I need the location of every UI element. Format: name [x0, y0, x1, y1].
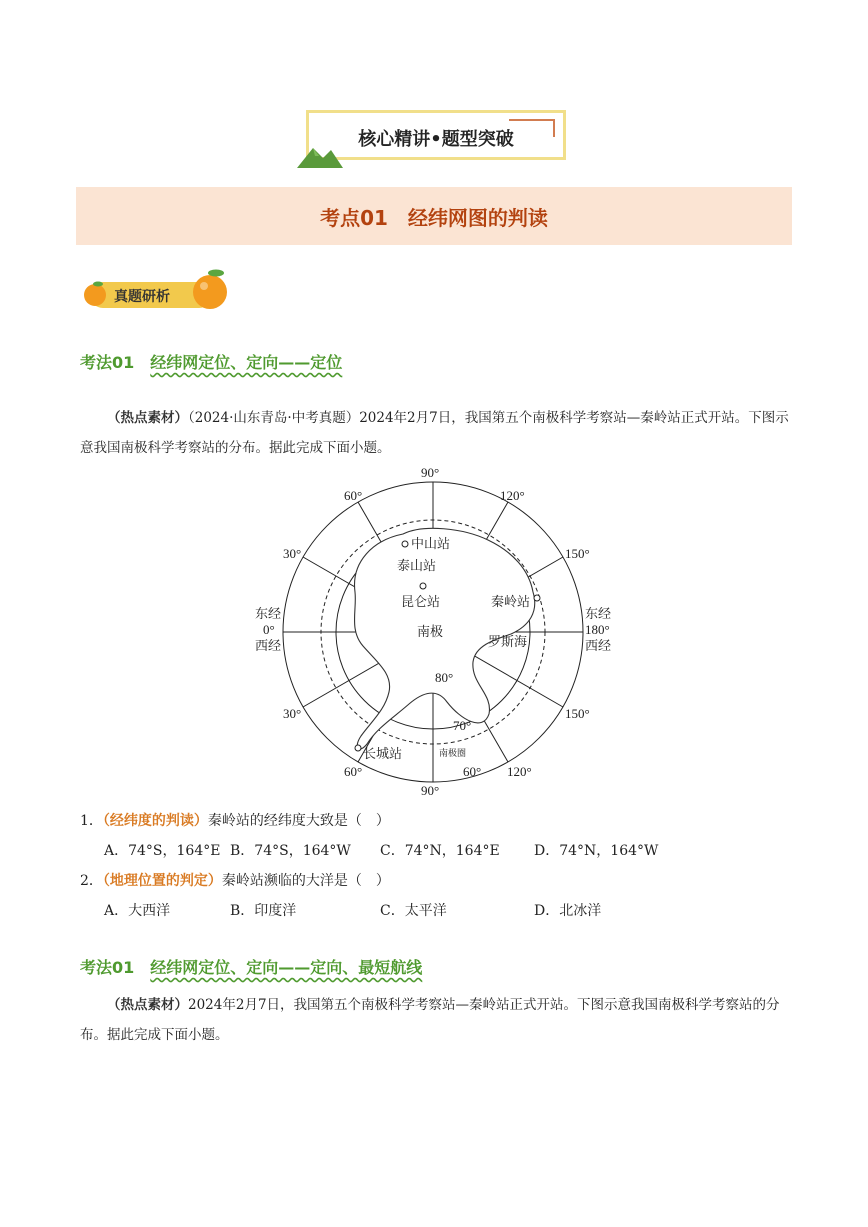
- method-prefix: 考法01: [80, 958, 151, 977]
- section-title: 考点01 经纬网图的判读: [320, 206, 548, 230]
- lon-label-120-upper: 120°: [500, 488, 525, 503]
- banner-title: 核心精讲•题型突破: [358, 129, 514, 150]
- lon-label-60-lower: 60°: [344, 764, 363, 779]
- passage-2: [80, 990, 792, 1050]
- lon-label-150-upper: 150°: [565, 546, 590, 561]
- question-2: [80, 870, 390, 890]
- orange-icon: [188, 266, 232, 310]
- option-b[interactable]: B．74°S，164°W: [230, 843, 351, 859]
- lat-label-80: 80°: [435, 670, 454, 685]
- badge-label: 真题研析: [114, 289, 170, 305]
- meridian-180: 180°: [585, 622, 610, 637]
- ross-sea-label: 罗斯海: [488, 634, 528, 649]
- option-c[interactable]: C．太平洋: [380, 903, 447, 919]
- station-qinling: 秦岭站: [491, 594, 531, 609]
- south-pole-label: 南极: [417, 624, 444, 639]
- option-d[interactable]: D．74°N，164°W: [534, 843, 659, 859]
- orange-icon: [82, 280, 110, 308]
- method-title: 经纬网定位、定向——定位: [150, 353, 343, 372]
- passage-text: （2024·山东青岛·中考真题）2024年2月7日，我国第五个南极科学考察站—秦岭站正式开站。下图示意我国南极科学考察站的分布。据此完成下面小题。: [80, 410, 789, 456]
- west-longitude-left: 西经: [255, 638, 282, 653]
- station-changcheng: 长城站: [363, 746, 403, 761]
- passage-label: （热点素材）: [107, 997, 188, 1013]
- method-heading-1: [80, 350, 342, 373]
- lon-label-30-upper: 30°: [283, 546, 302, 561]
- question-text: 秦岭站的经纬度大致是（ ）: [207, 813, 390, 829]
- lon-label-bottom: 90°: [421, 783, 440, 798]
- hill-icon: [295, 142, 345, 170]
- question-text: 秦岭站濒临的大洋是（ ）: [221, 873, 390, 889]
- method-prefix: 考法01: [80, 353, 151, 372]
- banner-decoration: [509, 119, 555, 137]
- antarctic-circle-label: 南极圈: [439, 748, 467, 758]
- question-1: [80, 810, 390, 830]
- option-a[interactable]: A．大西洋: [104, 903, 171, 919]
- east-longitude-left: 东经: [255, 606, 282, 621]
- lon-label-top: 90°: [421, 465, 440, 480]
- passage-1: [80, 403, 792, 463]
- question-number: 1．: [80, 813, 103, 829]
- station-taishan: 泰山站: [397, 558, 437, 573]
- lon-label-150-lower: 150°: [565, 706, 590, 721]
- lon-label-60-upper: 60°: [344, 488, 363, 503]
- passage-text: 2024年2月7日，我国第五个南极科学考察站—秦岭站正式开站。下图示意我国南极科学考察站的分布。据此完成下面小题。: [80, 997, 780, 1043]
- station-zhongshan: 中山站: [411, 536, 451, 551]
- option-a[interactable]: A．74°S，164°E: [104, 843, 221, 859]
- station-kunlun: 昆仑站: [401, 594, 441, 609]
- lat-label-60: 60°: [463, 764, 482, 779]
- banner-box: [306, 110, 566, 160]
- zero-meridian: 0°: [263, 622, 275, 637]
- option-d[interactable]: D．北冰洋: [534, 903, 602, 919]
- antarctica-map: [255, 462, 615, 802]
- method-heading-2: [80, 955, 422, 978]
- lon-label-120-lower: 120°: [507, 764, 532, 779]
- option-c[interactable]: C．74°N，164°E: [380, 843, 500, 859]
- lat-label-70: 70°: [453, 718, 472, 733]
- passage-label: （热点素材）: [107, 410, 188, 426]
- method-title: 经纬网定位、定向——定向、最短航线: [150, 958, 423, 977]
- option-b[interactable]: B．印度洋: [230, 903, 297, 919]
- question-tag: （经纬度的判读）: [102, 813, 208, 829]
- east-longitude-right: 东经: [585, 606, 612, 621]
- section-header: [76, 187, 792, 245]
- question-tag: （地理位置的判定）: [102, 873, 222, 889]
- question-number: 2．: [80, 873, 103, 889]
- lon-label-30-lower: 30°: [283, 706, 302, 721]
- west-longitude-right: 西经: [585, 638, 612, 653]
